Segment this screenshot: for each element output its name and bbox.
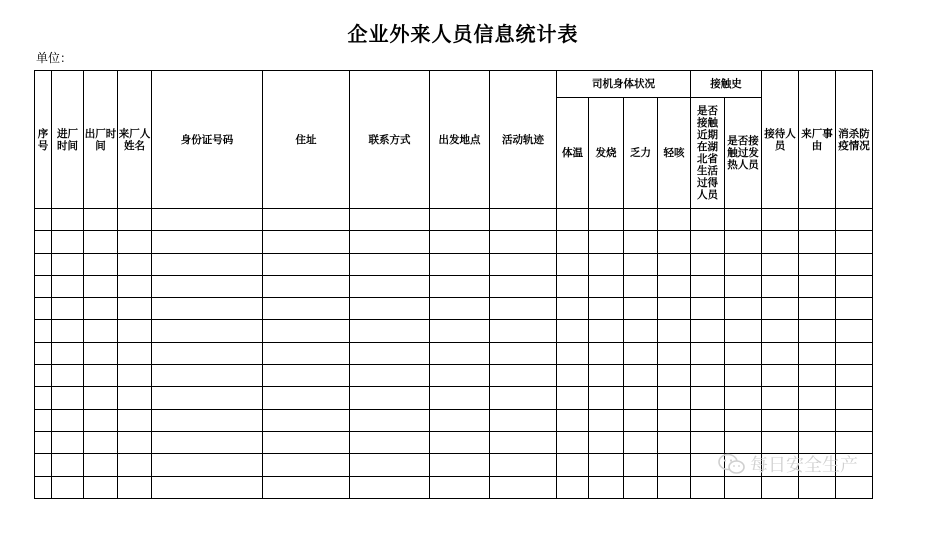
table-cell bbox=[658, 476, 691, 498]
table-cell bbox=[490, 253, 557, 275]
table-cell bbox=[490, 387, 557, 409]
table-cell bbox=[658, 209, 691, 231]
table-cell bbox=[762, 476, 799, 498]
table-cell bbox=[430, 275, 490, 297]
table-cell bbox=[691, 342, 725, 364]
table-cell bbox=[490, 231, 557, 253]
table-cell bbox=[836, 209, 873, 231]
table-cell bbox=[557, 275, 589, 297]
table-cell bbox=[35, 431, 52, 453]
table-cell bbox=[35, 231, 52, 253]
table-cell bbox=[490, 431, 557, 453]
table-cell bbox=[430, 476, 490, 498]
table-cell bbox=[725, 298, 762, 320]
table-cell bbox=[658, 320, 691, 342]
table-cell bbox=[263, 476, 350, 498]
table-cell bbox=[836, 231, 873, 253]
table-cell bbox=[118, 231, 152, 253]
table-cell bbox=[350, 365, 430, 387]
table-cell bbox=[152, 365, 263, 387]
unit-label: 单位： bbox=[36, 51, 73, 65]
table-cell bbox=[624, 320, 658, 342]
table-cell bbox=[557, 342, 589, 364]
table-cell bbox=[152, 253, 263, 275]
table-cell bbox=[725, 231, 762, 253]
table-cell bbox=[430, 253, 490, 275]
table-cell bbox=[691, 409, 725, 431]
table-cell bbox=[84, 409, 118, 431]
table-cell bbox=[725, 387, 762, 409]
table-row bbox=[35, 387, 873, 409]
table-cell bbox=[762, 387, 799, 409]
table-cell bbox=[350, 476, 430, 498]
table-cell bbox=[691, 253, 725, 275]
table-cell bbox=[52, 298, 84, 320]
watermark bbox=[718, 451, 858, 477]
table-cell bbox=[589, 275, 624, 297]
table-cell bbox=[350, 387, 430, 409]
table-cell bbox=[52, 209, 84, 231]
header-fever: 发烧 bbox=[589, 98, 624, 209]
table-row bbox=[35, 209, 873, 231]
table-cell bbox=[490, 209, 557, 231]
table-cell bbox=[589, 209, 624, 231]
header-contact: 联系方式 bbox=[350, 71, 430, 209]
table-cell bbox=[430, 209, 490, 231]
table-cell bbox=[350, 231, 430, 253]
table-cell bbox=[658, 342, 691, 364]
table-cell bbox=[84, 365, 118, 387]
table-cell bbox=[52, 275, 84, 297]
table-cell bbox=[263, 409, 350, 431]
table-cell bbox=[350, 342, 430, 364]
table-cell bbox=[118, 209, 152, 231]
table-cell bbox=[624, 298, 658, 320]
table-cell bbox=[263, 365, 350, 387]
table-cell bbox=[589, 387, 624, 409]
header-host: 接待人员 bbox=[762, 71, 799, 209]
table-cell bbox=[52, 320, 84, 342]
table-cell bbox=[152, 275, 263, 297]
table-cell bbox=[152, 431, 263, 453]
table-cell bbox=[263, 231, 350, 253]
table-cell bbox=[557, 409, 589, 431]
table-cell bbox=[799, 231, 836, 253]
table-cell bbox=[589, 365, 624, 387]
header-driver-health: 司机身体状况 bbox=[557, 71, 691, 98]
table-cell bbox=[118, 320, 152, 342]
table-cell bbox=[725, 320, 762, 342]
header-visit-reason: 来厂事由 bbox=[799, 71, 836, 209]
header-cough: 轻咳 bbox=[658, 98, 691, 209]
table-cell bbox=[118, 387, 152, 409]
table-cell bbox=[836, 342, 873, 364]
table-cell bbox=[263, 275, 350, 297]
table-cell bbox=[490, 298, 557, 320]
table-cell bbox=[762, 298, 799, 320]
table-cell bbox=[762, 253, 799, 275]
table-cell bbox=[152, 231, 263, 253]
table-cell bbox=[557, 476, 589, 498]
table-cell bbox=[152, 209, 263, 231]
table-cell bbox=[118, 476, 152, 498]
table-cell bbox=[84, 209, 118, 231]
header-seq: 序号 bbox=[35, 71, 52, 209]
table-cell bbox=[762, 209, 799, 231]
table-cell bbox=[430, 431, 490, 453]
table-cell bbox=[84, 253, 118, 275]
table-cell bbox=[84, 476, 118, 498]
table-cell bbox=[799, 342, 836, 364]
table-row bbox=[35, 476, 873, 498]
table-cell bbox=[624, 231, 658, 253]
table-cell bbox=[557, 387, 589, 409]
table-cell bbox=[691, 320, 725, 342]
table-cell bbox=[589, 431, 624, 453]
header-address: 住址 bbox=[263, 71, 350, 209]
header-fatigue: 乏力 bbox=[624, 98, 658, 209]
table-cell bbox=[118, 365, 152, 387]
table-cell bbox=[118, 409, 152, 431]
table-row bbox=[35, 253, 873, 275]
table-cell bbox=[35, 209, 52, 231]
table-cell bbox=[589, 409, 624, 431]
header-fever-contact: 是否接触过发热人员 bbox=[725, 98, 762, 209]
table-cell bbox=[152, 454, 263, 476]
table-cell bbox=[35, 320, 52, 342]
table-cell bbox=[263, 320, 350, 342]
table-cell bbox=[350, 409, 430, 431]
table-cell bbox=[799, 275, 836, 297]
table-cell bbox=[430, 231, 490, 253]
watermark-text: 每日安全生产 bbox=[750, 455, 858, 476]
table-cell bbox=[725, 253, 762, 275]
table-cell bbox=[350, 454, 430, 476]
table-cell bbox=[52, 454, 84, 476]
table-cell bbox=[557, 209, 589, 231]
table-cell bbox=[762, 275, 799, 297]
table-cell bbox=[589, 320, 624, 342]
table-cell bbox=[430, 387, 490, 409]
table-cell bbox=[263, 342, 350, 364]
table-cell bbox=[52, 342, 84, 364]
table-cell bbox=[35, 454, 52, 476]
table-cell bbox=[589, 454, 624, 476]
header-temperature: 体温 bbox=[557, 98, 589, 209]
table-cell bbox=[430, 320, 490, 342]
table-cell bbox=[557, 231, 589, 253]
table-cell bbox=[430, 342, 490, 364]
table-cell bbox=[152, 298, 263, 320]
table-cell bbox=[35, 409, 52, 431]
table-cell bbox=[762, 342, 799, 364]
table-row bbox=[35, 409, 873, 431]
header-exit-time: 出厂时间 bbox=[84, 71, 118, 209]
table-cell bbox=[589, 231, 624, 253]
table-cell bbox=[263, 298, 350, 320]
table-cell bbox=[490, 342, 557, 364]
table-row bbox=[35, 231, 873, 253]
table-cell bbox=[118, 431, 152, 453]
table-cell bbox=[152, 320, 263, 342]
table-cell bbox=[84, 387, 118, 409]
table-cell bbox=[836, 476, 873, 498]
table-cell bbox=[152, 387, 263, 409]
table-cell bbox=[658, 387, 691, 409]
table-cell bbox=[691, 476, 725, 498]
page-title: 企业外来人员信息统计表 bbox=[347, 22, 579, 46]
table-cell bbox=[799, 387, 836, 409]
table-cell bbox=[490, 409, 557, 431]
table-cell bbox=[490, 454, 557, 476]
table-cell bbox=[589, 298, 624, 320]
table-cell bbox=[658, 253, 691, 275]
table-cell bbox=[52, 476, 84, 498]
table-cell bbox=[490, 476, 557, 498]
table-cell bbox=[762, 365, 799, 387]
table-cell bbox=[658, 431, 691, 453]
table-cell bbox=[624, 431, 658, 453]
table-cell bbox=[84, 431, 118, 453]
table-cell bbox=[836, 275, 873, 297]
table-cell bbox=[836, 298, 873, 320]
table-cell bbox=[658, 231, 691, 253]
table-cell bbox=[762, 320, 799, 342]
header-visitor-name: 来厂人姓名 bbox=[118, 71, 152, 209]
table-cell bbox=[430, 298, 490, 320]
table-cell bbox=[557, 454, 589, 476]
table-cell bbox=[350, 431, 430, 453]
table-cell bbox=[836, 409, 873, 431]
table-cell bbox=[799, 409, 836, 431]
table-cell bbox=[118, 342, 152, 364]
table-cell bbox=[557, 320, 589, 342]
table-row bbox=[35, 365, 873, 387]
table-cell bbox=[263, 387, 350, 409]
table-cell bbox=[52, 231, 84, 253]
table-cell bbox=[762, 409, 799, 431]
table-cell bbox=[490, 365, 557, 387]
table-cell bbox=[350, 253, 430, 275]
header-contact-history: 接触史 bbox=[691, 71, 762, 98]
table-cell bbox=[35, 342, 52, 364]
table-cell bbox=[691, 275, 725, 297]
table-cell bbox=[118, 275, 152, 297]
table-cell bbox=[624, 342, 658, 364]
table-cell bbox=[799, 298, 836, 320]
table-cell bbox=[350, 275, 430, 297]
table-row bbox=[35, 342, 873, 364]
table-cell bbox=[52, 409, 84, 431]
table-row bbox=[35, 320, 873, 342]
table-cell bbox=[84, 454, 118, 476]
table-cell bbox=[350, 298, 430, 320]
table-cell bbox=[658, 298, 691, 320]
header-disinfection: 消杀防疫情况 bbox=[836, 71, 873, 209]
table-cell bbox=[152, 409, 263, 431]
table-cell bbox=[658, 454, 691, 476]
table-cell bbox=[84, 231, 118, 253]
header-departure: 出发地点 bbox=[430, 71, 490, 209]
table-cell bbox=[725, 476, 762, 498]
table-cell bbox=[589, 342, 624, 364]
table-cell bbox=[691, 231, 725, 253]
table-cell bbox=[152, 342, 263, 364]
table-cell bbox=[589, 476, 624, 498]
table-cell bbox=[557, 365, 589, 387]
table-cell bbox=[799, 365, 836, 387]
table-cell bbox=[35, 275, 52, 297]
table-cell bbox=[725, 209, 762, 231]
table-cell bbox=[557, 431, 589, 453]
table-row bbox=[35, 275, 873, 297]
table-cell bbox=[725, 365, 762, 387]
table-cell bbox=[118, 253, 152, 275]
table-cell bbox=[799, 209, 836, 231]
table-cell bbox=[725, 275, 762, 297]
table-cell bbox=[118, 298, 152, 320]
table-cell bbox=[152, 476, 263, 498]
header-hubei-contact: 是否接触近期在湖北省生活过得人员 bbox=[691, 98, 725, 209]
table-cell bbox=[350, 320, 430, 342]
table-row bbox=[35, 298, 873, 320]
table-cell bbox=[691, 209, 725, 231]
table-cell bbox=[35, 365, 52, 387]
table-cell bbox=[691, 298, 725, 320]
table-cell bbox=[84, 320, 118, 342]
table-cell bbox=[624, 365, 658, 387]
table-cell bbox=[35, 253, 52, 275]
table-cell bbox=[836, 253, 873, 275]
table-cell bbox=[658, 275, 691, 297]
table-cell bbox=[836, 387, 873, 409]
table-cell bbox=[624, 387, 658, 409]
table-cell bbox=[557, 253, 589, 275]
table-cell bbox=[430, 454, 490, 476]
table-cell bbox=[624, 454, 658, 476]
table-cell bbox=[52, 365, 84, 387]
table-cell bbox=[658, 365, 691, 387]
table-cell bbox=[52, 253, 84, 275]
header-id-number: 身份证号码 bbox=[152, 71, 263, 209]
table-cell bbox=[557, 298, 589, 320]
table-cell bbox=[350, 209, 430, 231]
table-cell bbox=[691, 387, 725, 409]
table-cell bbox=[35, 476, 52, 498]
table-cell bbox=[799, 253, 836, 275]
wechat-icon bbox=[718, 453, 746, 475]
table-cell bbox=[658, 409, 691, 431]
table-cell bbox=[725, 342, 762, 364]
table-cell bbox=[799, 476, 836, 498]
table-cell bbox=[762, 231, 799, 253]
table-cell bbox=[263, 253, 350, 275]
table-cell bbox=[430, 409, 490, 431]
table-cell bbox=[624, 253, 658, 275]
table-cell bbox=[836, 365, 873, 387]
table-cell bbox=[725, 409, 762, 431]
table-cell bbox=[430, 365, 490, 387]
table-cell bbox=[84, 298, 118, 320]
table-cell bbox=[624, 409, 658, 431]
table-cell bbox=[589, 253, 624, 275]
table-cell bbox=[490, 275, 557, 297]
table-cell bbox=[624, 476, 658, 498]
table-cell bbox=[84, 342, 118, 364]
table-cell bbox=[624, 275, 658, 297]
table-cell bbox=[263, 209, 350, 231]
table-cell bbox=[836, 320, 873, 342]
table-cell bbox=[799, 320, 836, 342]
table-cell bbox=[52, 431, 84, 453]
table-cell bbox=[52, 387, 84, 409]
table-cell bbox=[691, 365, 725, 387]
table-cell bbox=[263, 454, 350, 476]
table-cell bbox=[35, 387, 52, 409]
visitor-info-table bbox=[34, 70, 873, 499]
table-cell bbox=[118, 454, 152, 476]
table-cell bbox=[624, 209, 658, 231]
table-cell bbox=[490, 320, 557, 342]
table-cell bbox=[84, 275, 118, 297]
header-entry-time: 进厂时间 bbox=[52, 71, 84, 209]
header-trajectory: 活动轨迹 bbox=[490, 71, 557, 209]
table-cell bbox=[35, 298, 52, 320]
table-cell bbox=[263, 431, 350, 453]
